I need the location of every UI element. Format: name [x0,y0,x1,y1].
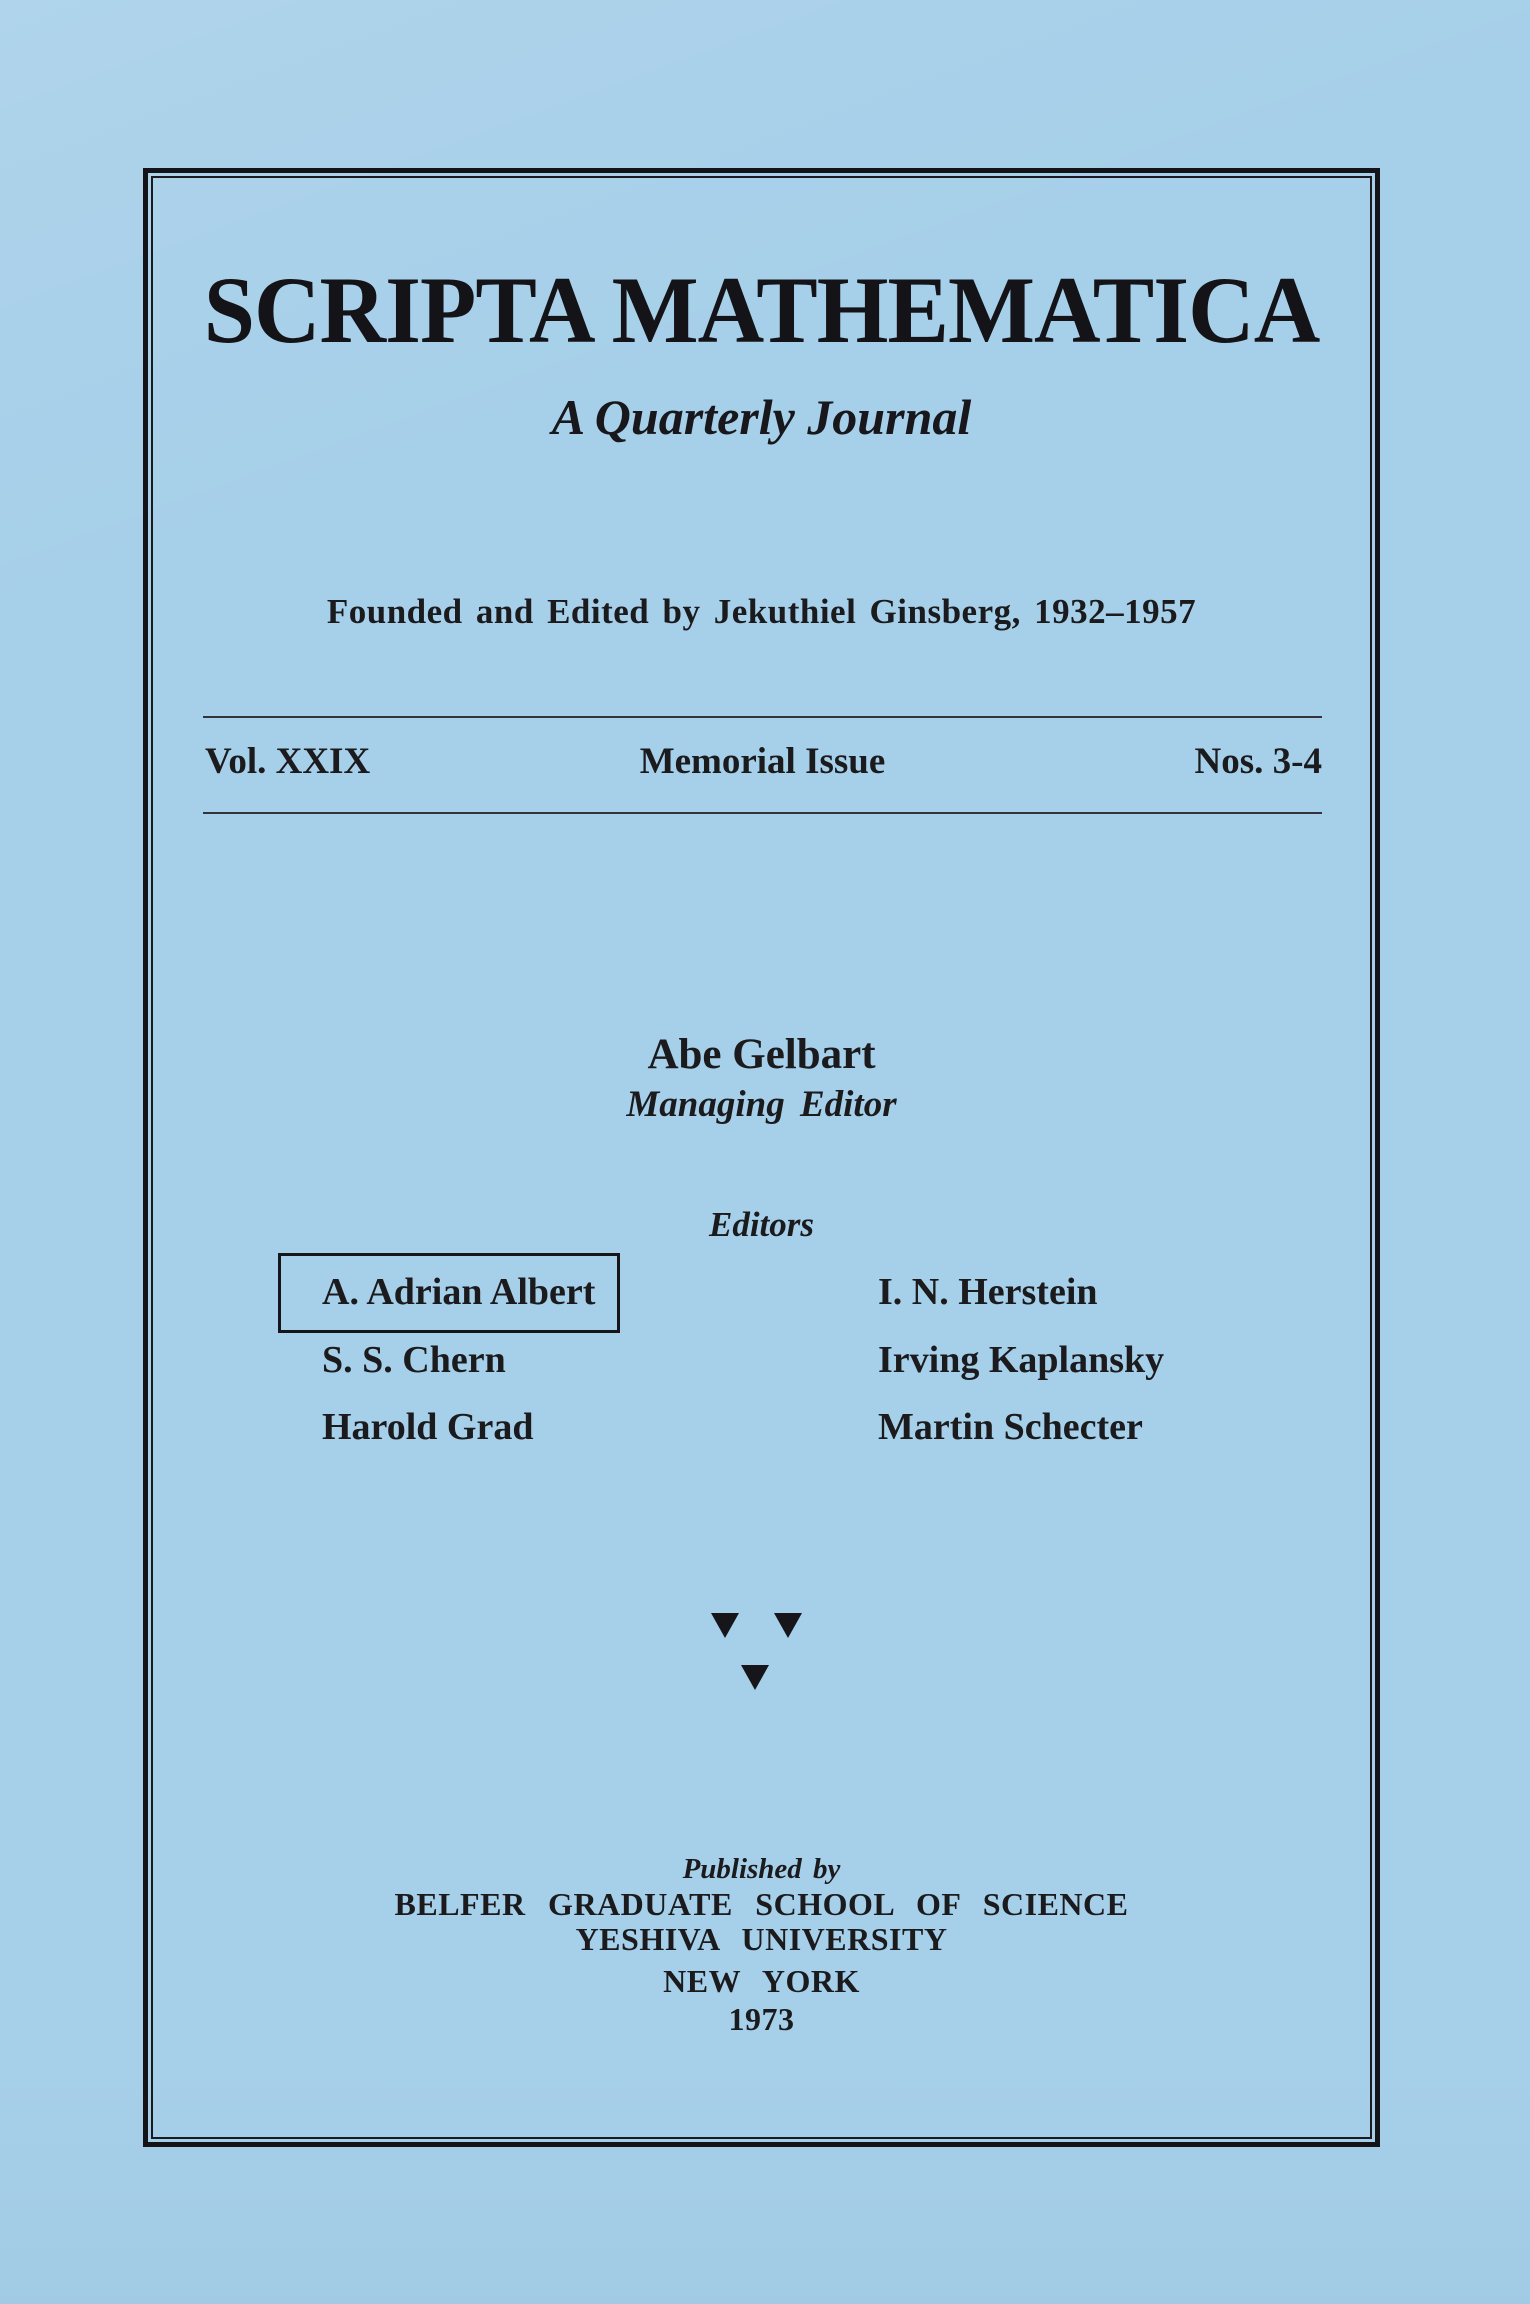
published-by-label: Published by [682,1853,841,1885]
editors-heading: Editors [708,1205,815,1244]
triangle-down-icon [711,1613,739,1638]
managing-editor-role: Managing Editor [626,1084,897,1125]
editor-name-kaplansky: Irving Kaplansky [878,1339,1165,1381]
issue-numbers-label: Nos. 3-4 [1194,741,1322,782]
publisher-school-line: BELFER GRADUATE SCHOOL OF SCIENCE [394,1886,1129,1922]
issue-title: Memorial Issue [639,741,886,782]
cover-border-frame-inner [151,176,1372,2139]
editor-name-grad: Harold Grad [322,1406,534,1448]
editor-name-herstein: I. N. Herstein [878,1271,1098,1313]
issue-bar-bottom-rule [203,812,1322,814]
issue-bar-top-rule [203,716,1322,718]
managing-editor-name: Abe Gelbart [647,1031,876,1078]
founder-line: Founded and Edited by Jekuthiel Ginsberg, 1932–1957 [326,592,1197,631]
triangle-down-icon [741,1665,769,1690]
publisher-city-line: NEW YORK [663,1963,860,1999]
journal-title: SCRIPTA MATHEMATICA [203,257,1320,363]
editor-name-albert: A. Adrian Albert [322,1271,596,1313]
editor-name-chern: S. S. Chern [322,1339,506,1381]
journal-subtitle: A Quarterly Journal [551,389,972,445]
cover-border-frame [143,168,1380,2147]
publisher-university-line: YESHIVA UNIVERSITY [575,1921,948,1957]
volume-label: Vol. XXIX [205,741,371,782]
editor-name-schecter: Martin Schecter [878,1406,1143,1448]
triangle-down-icon [774,1613,802,1638]
publication-year: 1973 [728,2001,795,2037]
